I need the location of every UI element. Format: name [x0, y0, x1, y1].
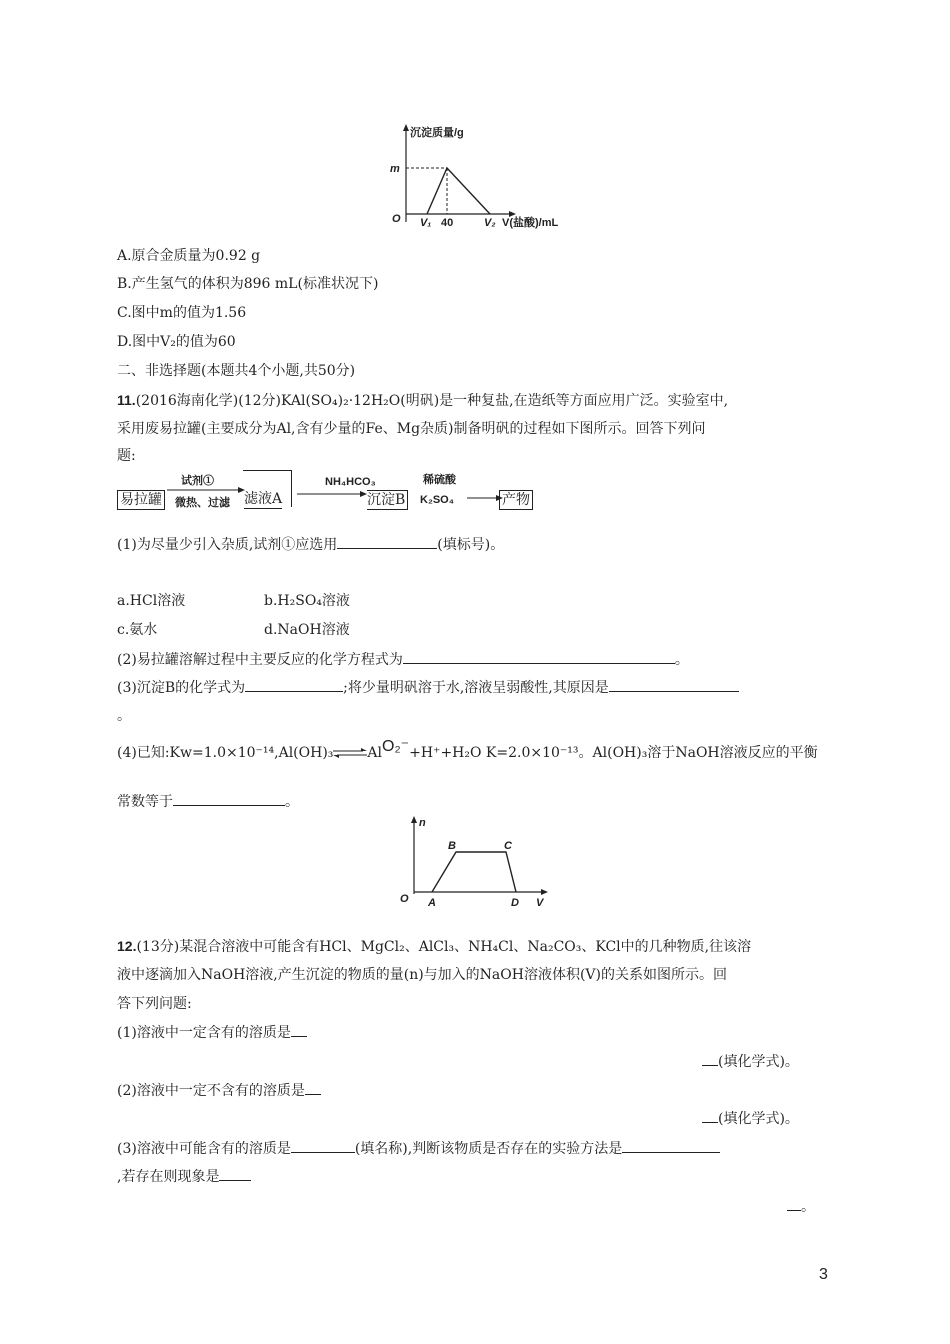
- q11-line1: [117, 390, 728, 411]
- chart2-origin: O: [400, 893, 409, 905]
- chart2-ylabel: n: [419, 817, 426, 829]
- chart2-point-d: D: [511, 897, 519, 909]
- q12-part3-end: 。: [787, 1196, 815, 1217]
- flow-heat-filter: 微热、过滤: [175, 497, 230, 509]
- equilibrium-arrow-icon: [333, 748, 367, 758]
- q12-line2: 液中逐滴加入NaOH溶液,产生沉淀的物质的量(n)与加入的NaOH溶液体积(V)的关系如图所示。回: [117, 967, 727, 983]
- q12-part2: (2)溶液中一定不含有的溶质是: [117, 1080, 321, 1101]
- chart2-point-c: C: [504, 840, 512, 852]
- precipitate-moles-chart: [394, 812, 564, 912]
- chart1-tick-v1: V₁: [420, 217, 432, 229]
- q12-line1: 12.(13分)某混合溶液中可能含有HCl、MgCl₂、AlCl₃、NH₄Cl、Na₂CO₃、KCl中的几种物质,往该溶: [117, 938, 752, 955]
- q11-part4-line2: 常数等于 。: [117, 791, 299, 812]
- q12-part3: (3)溶液中可能含有的溶质是 (填名称),判断该物质是否存在的实验方法是: [117, 1138, 720, 1159]
- q10-option-c: C.图中m的值为1.56: [117, 305, 247, 321]
- aluminate-ion: O₂⁻: [382, 738, 410, 755]
- q12-part1: (1)溶液中一定含有的溶质是: [117, 1022, 307, 1043]
- q11-part1: (1)为尽量少引入杂质,试剂①应选用 (填标号)。: [117, 534, 504, 555]
- q11-part3-end: 。: [117, 708, 131, 724]
- flow-dilute-acid: 稀硫酸: [423, 474, 456, 486]
- q12-part3-line2: ,若存在则现象是: [117, 1166, 251, 1187]
- chart2-series-line: [432, 852, 516, 892]
- chart2-point-a: A: [428, 897, 436, 909]
- q10-option-b: B.产生氢气的体积为896 mL(标准状况下): [117, 276, 379, 292]
- chart1-ylabel: 沉淀质量/g: [410, 127, 464, 139]
- flow-box-filtrate: 滤液A: [244, 491, 283, 507]
- flow-arrow-1: [167, 486, 247, 494]
- chart1-tick-v2: V₂: [484, 217, 496, 229]
- q10-option-d: D.图中V₂的值为60: [117, 334, 236, 350]
- flow-box-precipitate: 沉淀B: [367, 490, 408, 510]
- q11-opt-c: c.氨水: [117, 622, 158, 638]
- flow-reagent1: 试剂①: [181, 475, 214, 487]
- x-axis-arrow: [541, 889, 548, 895]
- q12-number: 12.: [117, 938, 137, 954]
- chart2-point-b: B: [448, 840, 456, 852]
- q12-part2-end: (填化学式)。: [702, 1108, 799, 1129]
- q11-line2: 采用废易拉罐(主要成分为Al,含有少量的Fe、Mg杂质)制备明矾的过程如下图所示。回答下列问: [117, 421, 706, 437]
- q11-text1: (2016海南化学)(12分)KAl(SO₄)₂·12H₂O(明矾)是一种复盐,在造纸等方面应用广泛。实验室中,: [135, 393, 729, 409]
- q11-opt-a: a.HCl溶液: [117, 593, 186, 609]
- q11-part2: (2)易拉罐溶解过程中主要反应的化学方程式为 。: [117, 649, 689, 670]
- chart1-m: m: [390, 163, 400, 175]
- y-axis-arrow: [411, 816, 417, 823]
- flow-k2so4: K₂SO₄: [420, 494, 454, 506]
- q11-part3: (3)沉淀B的化学式为 ;将少量明矾溶于水,溶液呈弱酸性,其原因是: [117, 677, 739, 698]
- section-heading: 二、非选择题(本题共4个小题,共50分): [117, 363, 356, 379]
- chart1-series-line: [427, 168, 490, 214]
- page-number: 3: [819, 1266, 828, 1283]
- q11-opt-b: b.H₂SO₄溶液: [264, 593, 350, 609]
- q12-part1-end: (填化学式)。: [702, 1051, 799, 1072]
- flow-arrow-2: [297, 490, 369, 498]
- q11-part4: (4)已知:Kw=1.0×10⁻¹⁴,Al(OH)₃ AlO₂⁻+H⁺+H₂O K=2.0×10⁻¹³。Al(OH)₃溶于NaOH溶液反应的平衡: [117, 738, 818, 761]
- q11-line3: 题:: [117, 448, 136, 464]
- chart1-xlabel: V(盐酸)/mL: [502, 217, 559, 229]
- q11-number: 11.: [117, 392, 136, 408]
- flow-box-cans: 易拉罐: [117, 490, 165, 510]
- flow-box-product: 产物: [499, 490, 533, 510]
- chart1-tick-40: 40: [441, 217, 454, 229]
- process-flow: [117, 468, 547, 514]
- flow-nh4hco3: NH₄HCO₃: [325, 476, 376, 488]
- chart1-origin: O: [392, 213, 401, 225]
- q12-line3: 答下列问题:: [117, 996, 192, 1012]
- q10-option-a: A.原合金质量为0.92 g: [117, 248, 261, 264]
- precipitate-mass-chart: [380, 122, 580, 232]
- chart2-xlabel: V: [536, 897, 544, 909]
- y-axis-arrow: [403, 124, 409, 131]
- q11-opt-d: d.NaOH溶液: [264, 622, 350, 638]
